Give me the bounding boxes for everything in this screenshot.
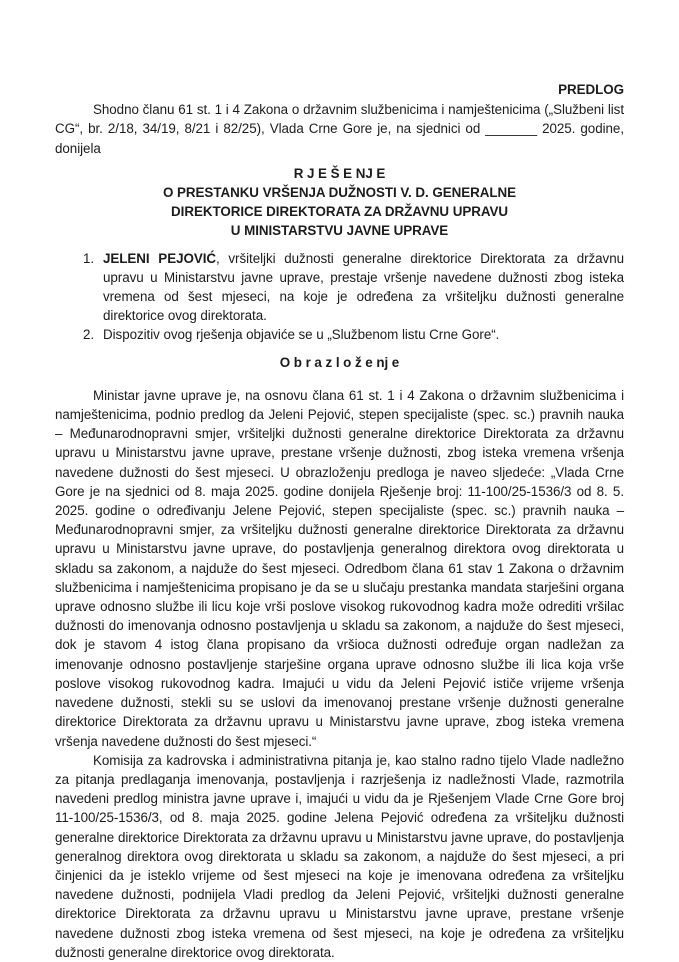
list-item-number: 1.: [83, 250, 95, 266]
list-item: [55, 249, 624, 326]
intro-paragraph: Shodno članu 61 st. 1 i 4 Zakona o državnim službenicima i namještenicima („Službeni list CG“, br. 2/18, 34/19, 8/21 i 82/25), Vlada Crne Gore je, na sjednici od _______ 2025. godine, donijela: [55, 102, 624, 156]
explanation-paragraph-1: Ministar javne uprave je, na osnovu člana 61 st. 1 i 4 Zakona o državnim službenicima i namještenicima, podnio predlog da Jeleni Pejović, stepen specijaliste (spec. sc.) pravnih nauka – Međunarodnopravni smjer, vršiteljki dužnosti generalne direktorice Direktorata za državnu upravu u Ministarstvu javne uprave, prestane vršenje dužnosti, zbog isteka vremena vršenja navedene dužnosti do šest mjeseci. U obrazloženju predloga je naveo sljedeće: „Vlada Crne Gore je na sjednici od 8. maja 2025. godine donijela Rješenje broj: 11-100/25-1536/3 od 8. 5. 2025. godine o određivanju Jelene Pejović, stepen specijaliste (spec. sc.) pravnih nauka – Međunarodnopravni smjer, za vršiteljku dužnosti generalne direktorice Direktorata za državnu upravu u Ministarstvu javne uprave, do postavljenja generalnog direktora ovog direktorata u skladu sa zakonom, a najduže do šest mjeseci. Odredbom člana 61 stav 1 Zakona o državnim službenicima i namještenicima propisano je da se u slučaju prestanka mandata starješini organa uprave odnosno službe ili licu koje vrši poslove visokog rukovodnog kadra može odrediti vršilac dužnosti do imenovanja odnosno postavljenja u skladu sa zakonom, a najduže do šest mjeseci, dok je stavom 4 istog člana propisano da vršioca dužnosti određuje organ nadležan za imenovanje odnosno postavljenje starješine organa uprave odnosno službe ili lica koja vrše poslove visokog rukovodnog kadra. Imajući u vidu da Jeleni Pejović ističe vrijeme vršenja navedene dužnosti, stekli su se uslovi da imenovanoj prestane vršenje dužnosti generalne direktorice Direktorata za državnu upravu u Ministarstvu javne uprave, zbog isteka vremena vršenja navedene dužnosti do šest mjeseci.“: [55, 387, 624, 749]
person-name: JELENI PEJOVIĆ: [103, 250, 217, 266]
title-line-4: U MINISTARSTVU JAVNE UPRAVE: [230, 223, 449, 239]
section-heading-obrazlozenje: O b r a z l o ž e nj e: [279, 354, 400, 370]
title-line-3: DIREKTORICE DIREKTORATA ZA DRŽAVNU UPRAVU: [171, 204, 508, 220]
list-item-body: [103, 327, 499, 342]
doc-label-predlog: PREDLOG: [558, 82, 624, 97]
list-item-body: [103, 251, 624, 324]
title-line-2: O PRESTANKU VRŠENJA DUŽNOSTI V. D. GENERALNE: [163, 185, 516, 201]
decision-list: [55, 249, 624, 345]
list-item-text: Dispozitiv ovog rješenja objaviće se u „Službenom listu Crne Gore“.: [103, 327, 500, 343]
list-item-text: , vršiteljki dužnosti generalne direktorice Direktorata za državnu upravu u Ministarstvu javne uprave, prestaje vršenje navedene dužnosti zbog isteka vremena od šest mjeseci, na koje je određena za vršiteljku dužnosti generalne direktorice ovog direktorata.: [103, 250, 624, 324]
document-title: [55, 164, 624, 241]
list-item-number: 2.: [83, 327, 95, 343]
title-line-1: R J E Š E NJ E: [293, 165, 386, 181]
list-item: [55, 325, 624, 344]
explanation-paragraph-2: Komisija za kadrovska i administrativna pitanja je, kao stalno radno tijelo Vlade nadležno za pitanja predlaganja imenovanja, postavljenja i razrješenja iz nadležnosti Vlade, razmotrila navedeni predlog ministra javne uprave i, imajući u vidu da je Rješenjem Vlade Crne Gore broj 11-100/25-1536/3, od 8. maja 2025. godine Jelena Pejović određena za vršiteljku dužnosti generalne direktorice Direktorata za državnu upravu u Ministarstvu javne uprave, do postavljenja generalnog direktora ovog direktorata u skladu sa zakonom, a najduže do šest mjeseci, a pri činjenici da je isteklo vrijeme od šest mjeseci na koje je imenovana određena za vršiteljku navedene dužnosti, podnijela Vladi predlog da Jeleni Pejović, vršiteljki dužnosti generalne direktorice Direktorata za državnu upravu u Ministarstvu javne uprave, prestane vršenje navedene dužnosti zbog isteka vremena od šest mjeseci, na koje je određena za vršiteljku dužnosti generalne direktorice ovog direktorata.: [55, 752, 624, 960]
